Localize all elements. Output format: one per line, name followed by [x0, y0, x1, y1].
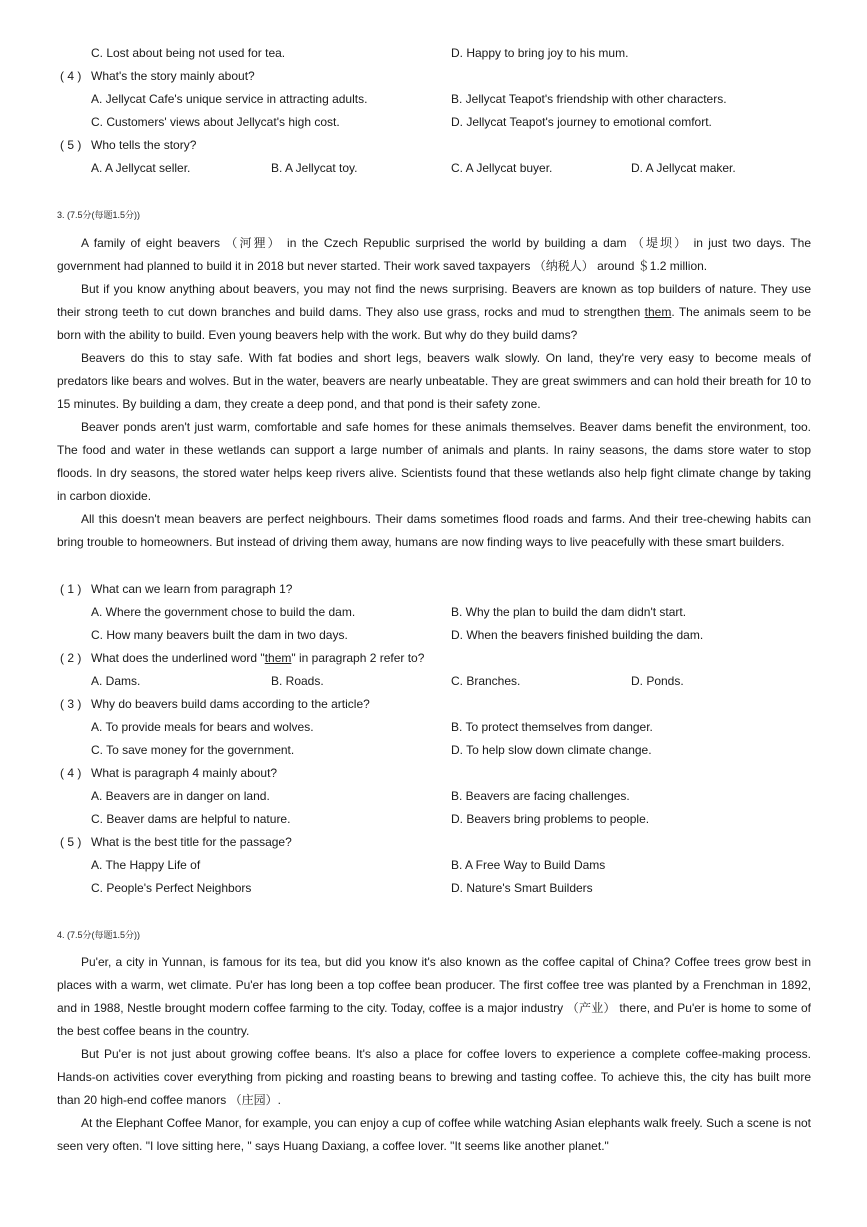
paragraph-3: Beavers do this to stay safe. With fat bodies and short legs, beavers walk slowly. On land, they're very easy to become meals of predators like bears and wolves. But in the water, beavers are nearly unbeatable. They are great swimmers and can hold their breath for 10 to 15 minutes. By building a dam, they create a deep pond, and that pond is their safety zone. — [57, 351, 811, 411]
question-text-part: " in paragraph 2 refer to? — [291, 651, 425, 665]
paragraph-5: All this doesn't mean beavers are perfect neighbours. Their dams sometimes flood roads and farms. And their tree-chewing habits can bring trouble to homeowners. But instead of driving them away, humans are now finding ways to live peacefully with these smart builders. — [57, 512, 811, 549]
option-a: A. Dams. — [91, 674, 141, 688]
paragraph-3: At the Elephant Coffee Manor, for example, you can enjoy a cup of coffee while watching Asian elephants walk freely. Such a scene is not seen very often. "I love sitting here, " says Huang Daxiang, a coffee lover. "It seems like another planet." — [57, 1116, 811, 1153]
option-b: B. A Free Way to Build Dams — [451, 858, 606, 872]
question-number: ( 3 ) — [60, 697, 82, 711]
option-d: D. Happy to bring joy to his mum. — [451, 46, 629, 60]
option-c: C. Beaver dams are helpful to nature. — [91, 812, 291, 826]
option-b: B. To protect themselves from danger. — [451, 720, 653, 734]
underlined-word: them — [264, 651, 292, 665]
option-a: A. Where the government chose to build the dam. — [91, 605, 356, 619]
question-text: What is the best title for the passage? — [91, 835, 292, 849]
option-a: A. Beavers are in danger on land. — [91, 789, 270, 803]
option-d: D. Beavers bring problems to people. — [451, 812, 650, 826]
section-header: 3. (7.5分(每题1.5分)) — [57, 210, 141, 220]
option-c: C. How many beavers built the dam in two days. — [91, 628, 348, 642]
option-c: C. Customers' views about Jellycat's high cost. — [91, 115, 340, 129]
question-text: What can we learn from paragraph 1? — [91, 582, 293, 596]
question-number: ( 5 ) — [60, 835, 82, 849]
option-c: C. Branches. — [451, 674, 521, 688]
paragraph-text: . The animals seem to be born with the ability to build. Even young beavers help with the work. But why do they build dams? — [57, 305, 812, 342]
underlined-word: them — [644, 305, 672, 319]
option-b: B. Jellycat Teapot's friendship with other characters. — [451, 92, 727, 106]
question-text: What's the story mainly about? — [91, 69, 255, 83]
option-b: B. Why the plan to build the dam didn't start. — [451, 605, 687, 619]
option-d: D. Jellycat Teapot's journey to emotional comfort. — [451, 115, 712, 129]
option-d: D. When the beavers finished building the dam. — [451, 628, 704, 642]
option-b: B. A Jellycat toy. — [271, 161, 358, 175]
question-number: ( 5 ) — [60, 138, 82, 152]
option-d: D. Nature's Smart Builders — [451, 881, 593, 895]
section-header: 4. (7.5分(每题1.5分)) — [57, 930, 141, 940]
option-c: C. To save money for the government. — [91, 743, 295, 757]
question-text: Why do beavers build dams according to the article? — [91, 697, 370, 711]
paragraph-2 — [57, 278, 811, 347]
question-text: What is paragraph 4 mainly about? — [91, 766, 278, 780]
option-a: A. To provide meals for bears and wolves. — [91, 720, 314, 734]
paragraph-4: Beaver ponds aren't just warm, comfortable and safe homes for these animals themselves. Beaver dams benefit the environment, too. The food and water in these wetlands can support a large number of animals and plants. In rainy seasons, the dams store water to stop floods. In dry seasons, the stored water helps keep rivers alive. Scientists found that these wetlands also help fight climate change by taking in carbon dioxide. — [57, 420, 811, 503]
option-a: A. Jellycat Cafe's unique service in attracting adults. — [91, 92, 368, 106]
question-number: ( 4 ) — [60, 766, 82, 780]
question-text — [91, 650, 424, 666]
option-c: C. Lost about being not used for tea. — [91, 46, 286, 60]
question-text: Who tells the story? — [91, 138, 197, 152]
question-text-part: What does the underlined word " — [91, 651, 265, 665]
paragraph-1: A family of eight beavers （河狸） in the Czech Republic surprised the world by building a dam （堤坝） in just two days. The government had planned to build it in 2018 but never started. Their work saved taxpayers （纳税人） around ＄1.2 million. — [57, 236, 811, 273]
option-d: D. A Jellycat maker. — [631, 161, 736, 175]
option-a: A. The Happy Life of — [91, 858, 201, 872]
question-number: ( 4 ) — [60, 69, 82, 83]
question-number: ( 2 ) — [60, 651, 82, 665]
option-c: C. People's Perfect Neighbors — [91, 881, 252, 895]
option-d: D. Ponds. — [631, 674, 684, 688]
option-d: D. To help slow down climate change. — [451, 743, 652, 757]
option-a: A. A Jellycat seller. — [91, 161, 191, 175]
option-b: B. Roads. — [271, 674, 324, 688]
paragraph-2: But Pu'er is not just about growing coffee beans. It's also a place for coffee lovers to experience a complete coffee-making process. Hands-on activities cover everything from picking and roasting beans to brewing and tasting coffee. To achieve this, the city has built more than 20 high-end coffee manors （庄园）. — [57, 1047, 811, 1107]
paragraph-1: Pu'er, a city in Yunnan, is famous for its tea, but did you know it's also known as the coffee capital of China? Coffee trees grow best in places with a warm, wet climate. Pu'er has long been a top coffee bean producer. The first coffee tree was planted by a Frenchman in 1892, and in 1988, Nestle brought modern coffee farming to the city. Today, coffee is a major industry （产业） there, and Pu'er is home to some of the best coffee beans in the country. — [57, 955, 811, 1038]
option-c: C. A Jellycat buyer. — [451, 161, 553, 175]
question-number: ( 1 ) — [60, 582, 82, 596]
paragraph-text: But if you know anything about beavers, you may not find the news surprising. Beavers are known as top builders of nature. They use their strong teeth to cut down branches and build dams. They also use grass, rocks and mud to strengthen — [57, 282, 811, 319]
option-b: B. Beavers are facing challenges. — [451, 789, 630, 803]
